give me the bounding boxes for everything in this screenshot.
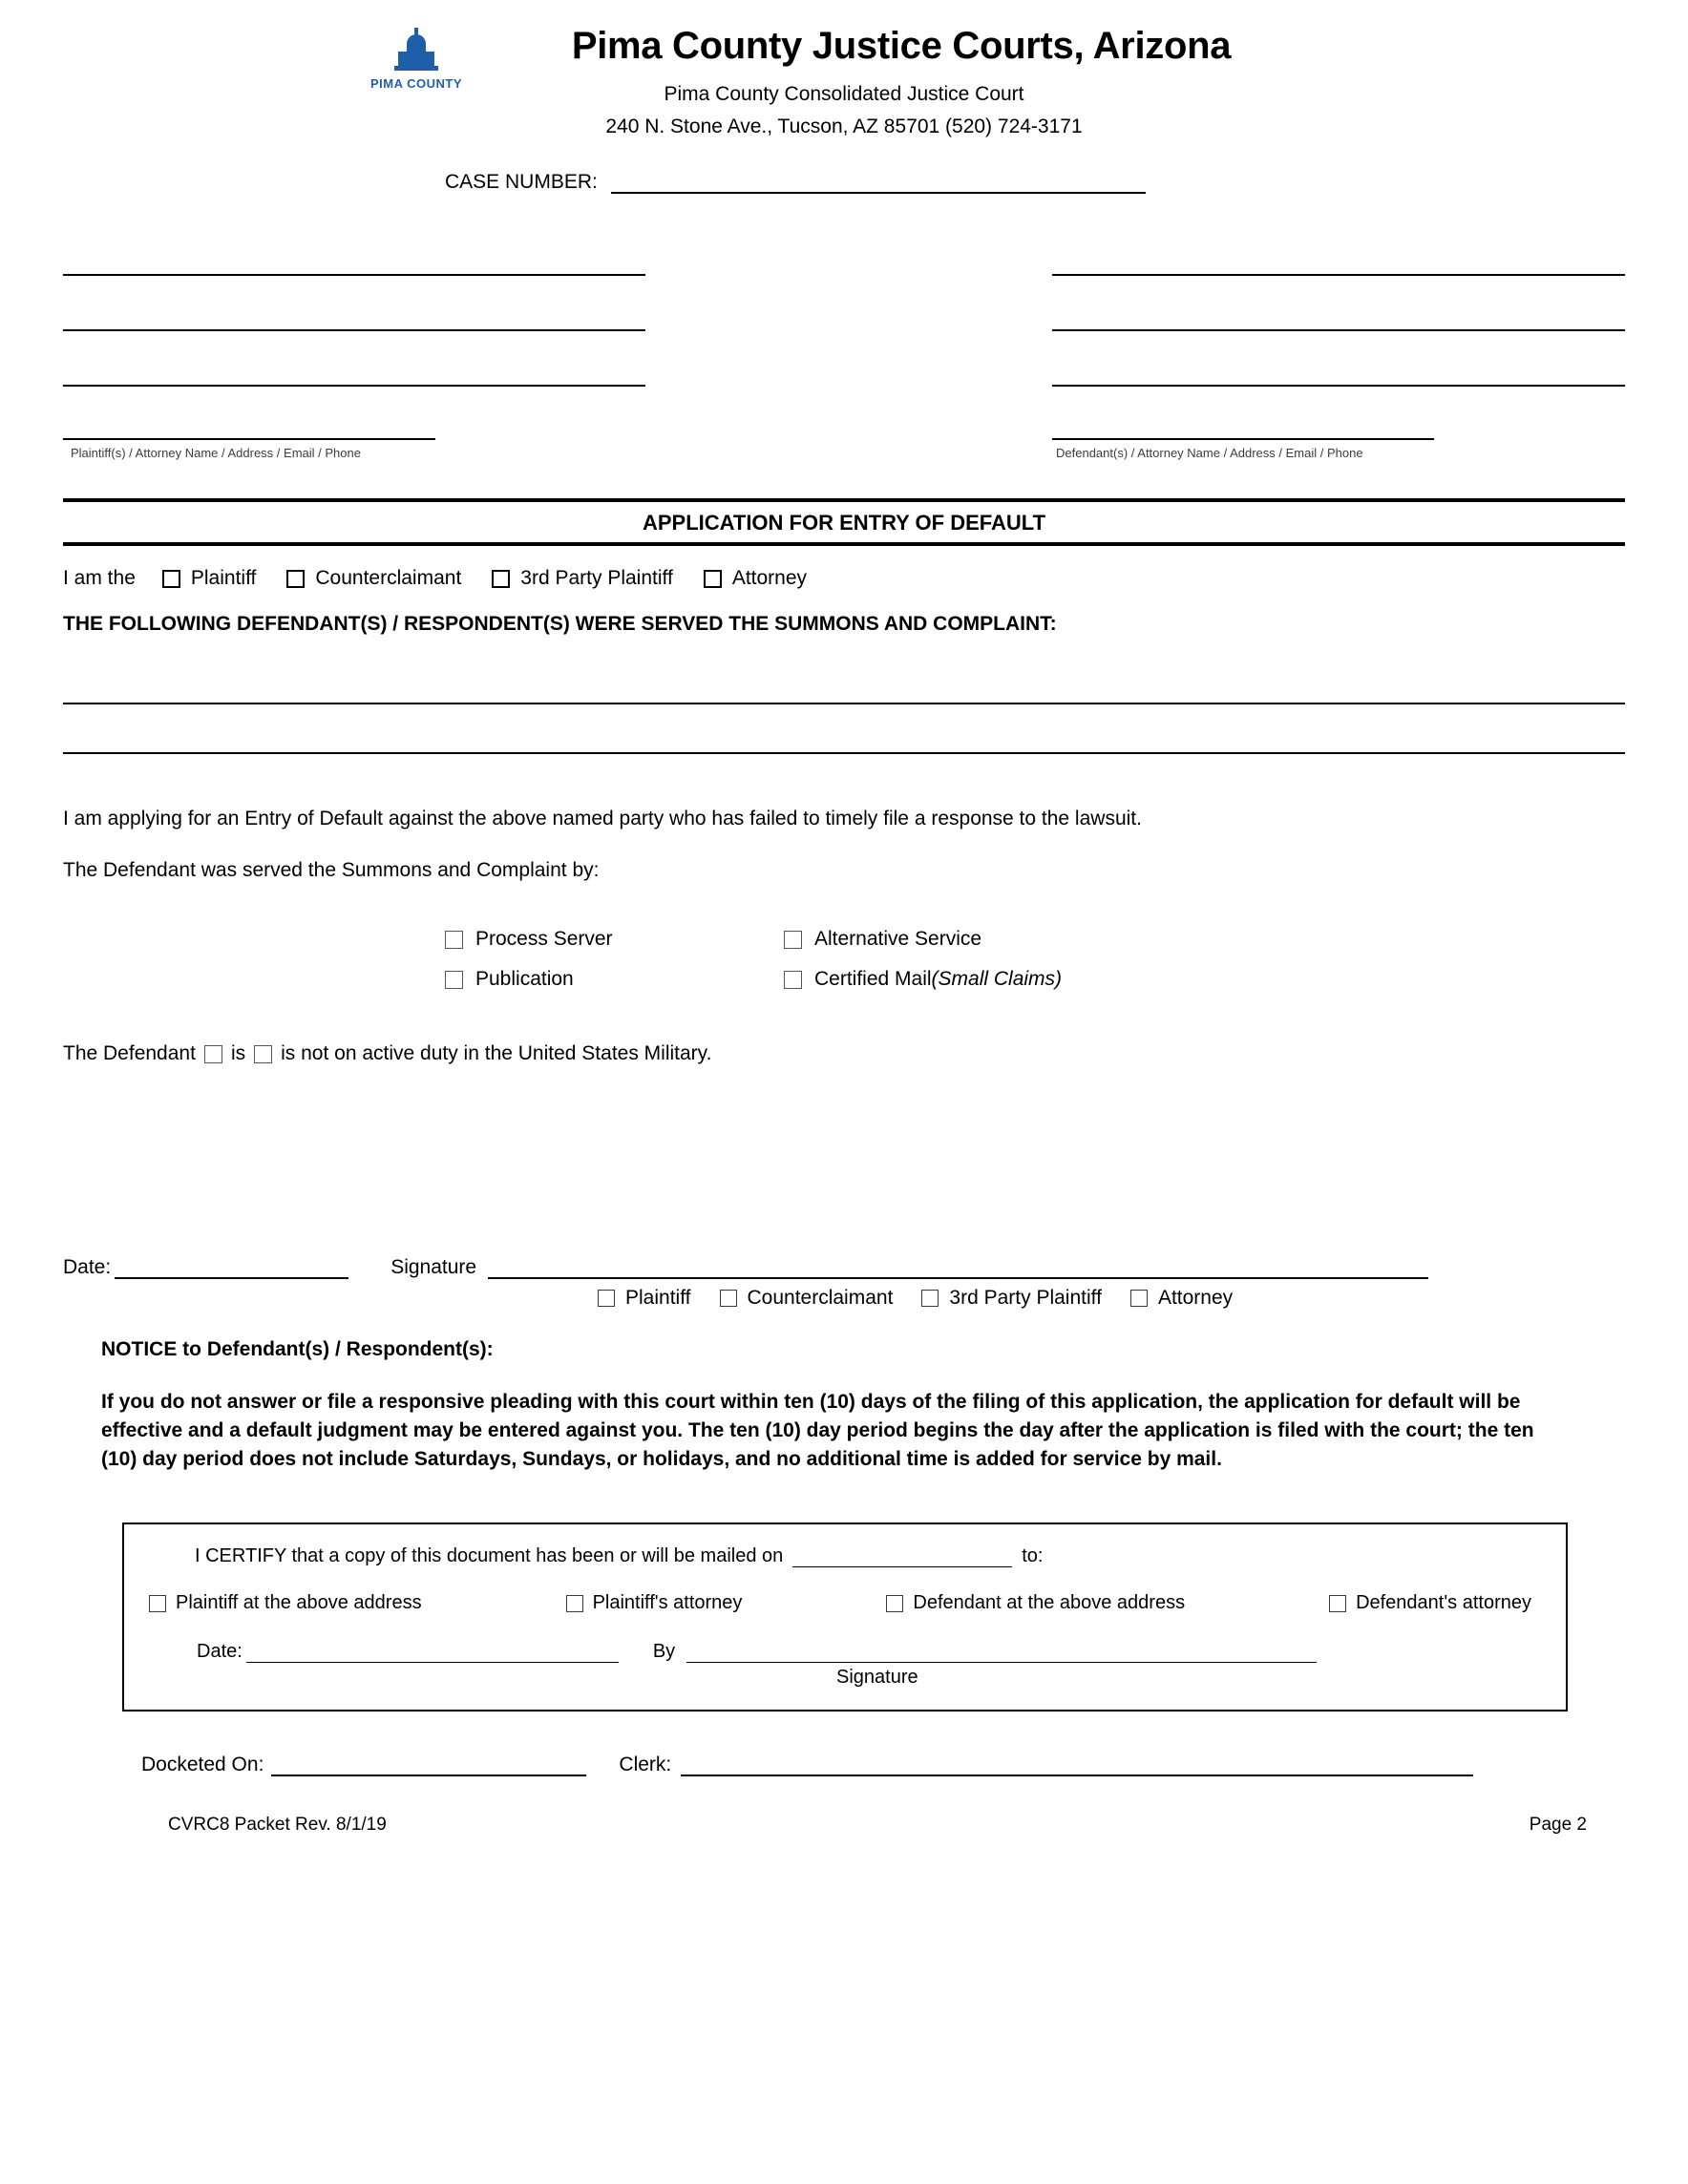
service-label: Publication	[475, 968, 574, 990]
page-number: Page 2	[1529, 1815, 1587, 1836]
recipient-label: Defendant at the above address	[913, 1592, 1186, 1614]
sig-role-label: Counterclaimant	[747, 1287, 894, 1309]
sig-role-label: 3rd Party Plaintiff	[949, 1287, 1102, 1309]
service-label: Process Server	[475, 928, 613, 950]
role-selection-row	[63, 567, 1625, 590]
service-label-note: (Small Claims)	[931, 968, 1063, 990]
role-label: Counterclaimant	[315, 567, 462, 589]
sig-role-plaintiff[interactable]	[598, 1287, 691, 1310]
checkbox-icon[interactable]	[921, 1290, 939, 1307]
recipient-plaintiffs-attorney[interactable]	[566, 1592, 743, 1614]
role-option-plaintiff[interactable]	[162, 567, 257, 590]
document-header	[63, 0, 1625, 138]
checkbox-icon[interactable]	[784, 931, 802, 949]
certificate-signature-caption: Signature	[836, 1667, 918, 1689]
plaintiff-line-2[interactable]	[63, 276, 645, 331]
clerk-label: Clerk:	[619, 1754, 672, 1776]
served-heading: THE FOLLOWING DEFENDANT(S) / RESPONDENT(S) WERE SERVED THE SUMMONS AND COMPLAINT:	[63, 613, 1057, 635]
sig-role-counterclaimant[interactable]	[720, 1287, 894, 1310]
docket-row	[63, 1754, 1625, 1776]
checkbox-icon[interactable]	[886, 1595, 903, 1612]
docketed-on-input[interactable]	[271, 1757, 586, 1776]
certificate-to-label: to:	[1022, 1545, 1044, 1567]
service-row-1	[445, 928, 1625, 951]
checkbox-icon[interactable]	[784, 971, 802, 989]
certificate-date-label: Date:	[197, 1641, 243, 1663]
recipient-label: Plaintiff's attorney	[592, 1592, 743, 1614]
checkbox-icon[interactable]	[445, 931, 463, 949]
signature-label: Signature	[390, 1256, 477, 1278]
title-rule-bottom	[63, 542, 1625, 546]
defendant-line-1[interactable]	[1052, 220, 1625, 276]
plaintiff-line-3[interactable]	[63, 331, 645, 387]
certificate-signature-input[interactable]	[686, 1645, 1317, 1663]
served-by-label: The Defendant was served the Summons and Complaint by:	[63, 859, 600, 881]
checkbox-icon[interactable]	[1329, 1595, 1346, 1612]
defendant-line-4[interactable]	[1052, 387, 1434, 440]
form-title: APPLICATION FOR ENTRY OF DEFAULT	[642, 511, 1046, 535]
notice-title: NOTICE to Defendant(s) / Respondent(s):	[101, 1338, 494, 1360]
case-number-label: CASE NUMBER:	[445, 171, 598, 193]
recipient-defendant-address[interactable]	[886, 1592, 1185, 1614]
signature-input[interactable]	[488, 1258, 1428, 1279]
defendant-line-2[interactable]	[1052, 276, 1625, 331]
sig-role-3rd-party-plaintiff[interactable]	[921, 1287, 1102, 1310]
sig-role-label: Plaintiff	[625, 1287, 691, 1309]
i-am-the-label: I am the	[63, 567, 136, 589]
plaintiff-caption: Plaintiff(s) / Attorney Name / Address / Email / Phone	[71, 446, 361, 460]
certificate-intro-row	[149, 1545, 1541, 1567]
recipient-label: Plaintiff at the above address	[176, 1592, 422, 1614]
checkbox-icon[interactable]	[704, 570, 722, 588]
service-option-publication[interactable]	[445, 968, 784, 991]
revision-text: CVRC8 Packet Rev. 8/1/19	[168, 1815, 387, 1836]
checkbox-icon[interactable]	[149, 1595, 166, 1612]
applying-paragraph: I am applying for an Entry of Default against the above named party who has failed to timely file a response to the lawsuit.	[63, 808, 1142, 830]
notice-body: If you do not answer or file a responsive pleading with this court within ten (10) days of the filing of this application, the application for default will be effective and a default judgment may be entered against you. The ten (10) day period begins the day after the application is filed with the court; the ten (10) day period does not include Saturdays, Sundays, or holidays, and no additional time is added for service by mail.	[101, 1391, 1534, 1470]
served-defendants-line-2[interactable]	[63, 704, 1625, 754]
sig-role-label: Attorney	[1157, 1287, 1234, 1309]
role-option-counterclaimant[interactable]	[286, 567, 461, 590]
pima-county-logo	[359, 34, 474, 91]
defendant-block	[1052, 220, 1625, 460]
document-footer	[63, 1815, 1625, 1860]
court-address: 240 N. Stone Ave., Tucson, AZ 85701 (520) 724-3171	[605, 116, 1083, 137]
service-option-process-server[interactable]	[445, 928, 784, 951]
court-name: Pima County Consolidated Justice Court	[664, 83, 1024, 105]
certificate-date-input[interactable]	[246, 1645, 619, 1663]
case-number-input[interactable]	[611, 171, 1146, 194]
military-status-row	[63, 1042, 1625, 1065]
docketed-on-label: Docketed On:	[141, 1754, 264, 1776]
service-option-alternative-service[interactable]	[784, 928, 1123, 951]
role-label: Attorney	[731, 567, 808, 589]
military-is-not-label: is not on active duty in the United States Military.	[281, 1042, 712, 1064]
case-number-row	[63, 171, 1625, 194]
checkbox-icon[interactable]	[720, 1290, 737, 1307]
checkbox-icon[interactable]	[162, 570, 180, 588]
role-label: Plaintiff	[190, 567, 257, 589]
date-input[interactable]	[115, 1258, 348, 1279]
recipient-defendants-attorney[interactable]	[1329, 1592, 1531, 1614]
page-title: Pima County Justice Courts, Arizona	[571, 25, 1232, 67]
certificate-intro: I CERTIFY that a copy of this document has been or will be mailed on	[195, 1545, 784, 1567]
service-label: Alternative Service	[814, 928, 982, 950]
military-is-label: is	[230, 1042, 246, 1064]
plaintiff-line-4[interactable]	[63, 387, 435, 440]
recipient-plaintiff-address[interactable]	[149, 1592, 422, 1614]
role-option-3rd-party-plaintiff[interactable]	[492, 567, 673, 590]
checkbox-icon[interactable]	[204, 1045, 222, 1063]
recipient-label: Defendant's attorney	[1356, 1592, 1531, 1614]
service-row-2	[445, 968, 1625, 991]
role-label: 3rd Party Plaintiff	[520, 567, 673, 589]
certificate-date-row	[149, 1641, 1541, 1663]
certificate-of-mailing-box	[122, 1522, 1568, 1712]
service-method-group	[63, 928, 1625, 991]
served-defendants-line-1[interactable]	[63, 657, 1625, 704]
certificate-mail-date-input[interactable]	[792, 1549, 1012, 1567]
date-label: Date:	[63, 1256, 112, 1278]
checkbox-icon[interactable]	[286, 570, 305, 588]
logo-text: PIMA COUNTY	[369, 76, 463, 91]
signature-row	[63, 1256, 1625, 1279]
role-option-attorney[interactable]	[704, 567, 807, 590]
plaintiff-block	[63, 220, 645, 460]
certificate-by-label: By	[652, 1641, 676, 1663]
sig-role-attorney[interactable]	[1130, 1287, 1233, 1310]
service-option-certified-mail[interactable]	[784, 968, 1123, 991]
checkbox-icon[interactable]	[1130, 1290, 1148, 1307]
plaintiff-line-1[interactable]	[63, 220, 645, 276]
capitol-dome-icon	[394, 34, 438, 73]
military-prefix: The Defendant	[63, 1042, 196, 1064]
defendant-line-3[interactable]	[1052, 331, 1625, 387]
checkbox-icon[interactable]	[254, 1045, 272, 1063]
checkbox-icon[interactable]	[492, 570, 510, 588]
parties-block	[63, 220, 1625, 460]
signature-role-group	[63, 1287, 1625, 1310]
checkbox-icon[interactable]	[598, 1290, 615, 1307]
checkbox-icon[interactable]	[566, 1595, 583, 1612]
checkbox-icon[interactable]	[445, 971, 463, 989]
defendant-caption: Defendant(s) / Attorney Name / Address / Email / Phone	[1056, 446, 1363, 460]
clerk-input[interactable]	[681, 1757, 1473, 1776]
service-label: Certified Mail	[814, 968, 932, 990]
certificate-recipients	[149, 1592, 1541, 1614]
